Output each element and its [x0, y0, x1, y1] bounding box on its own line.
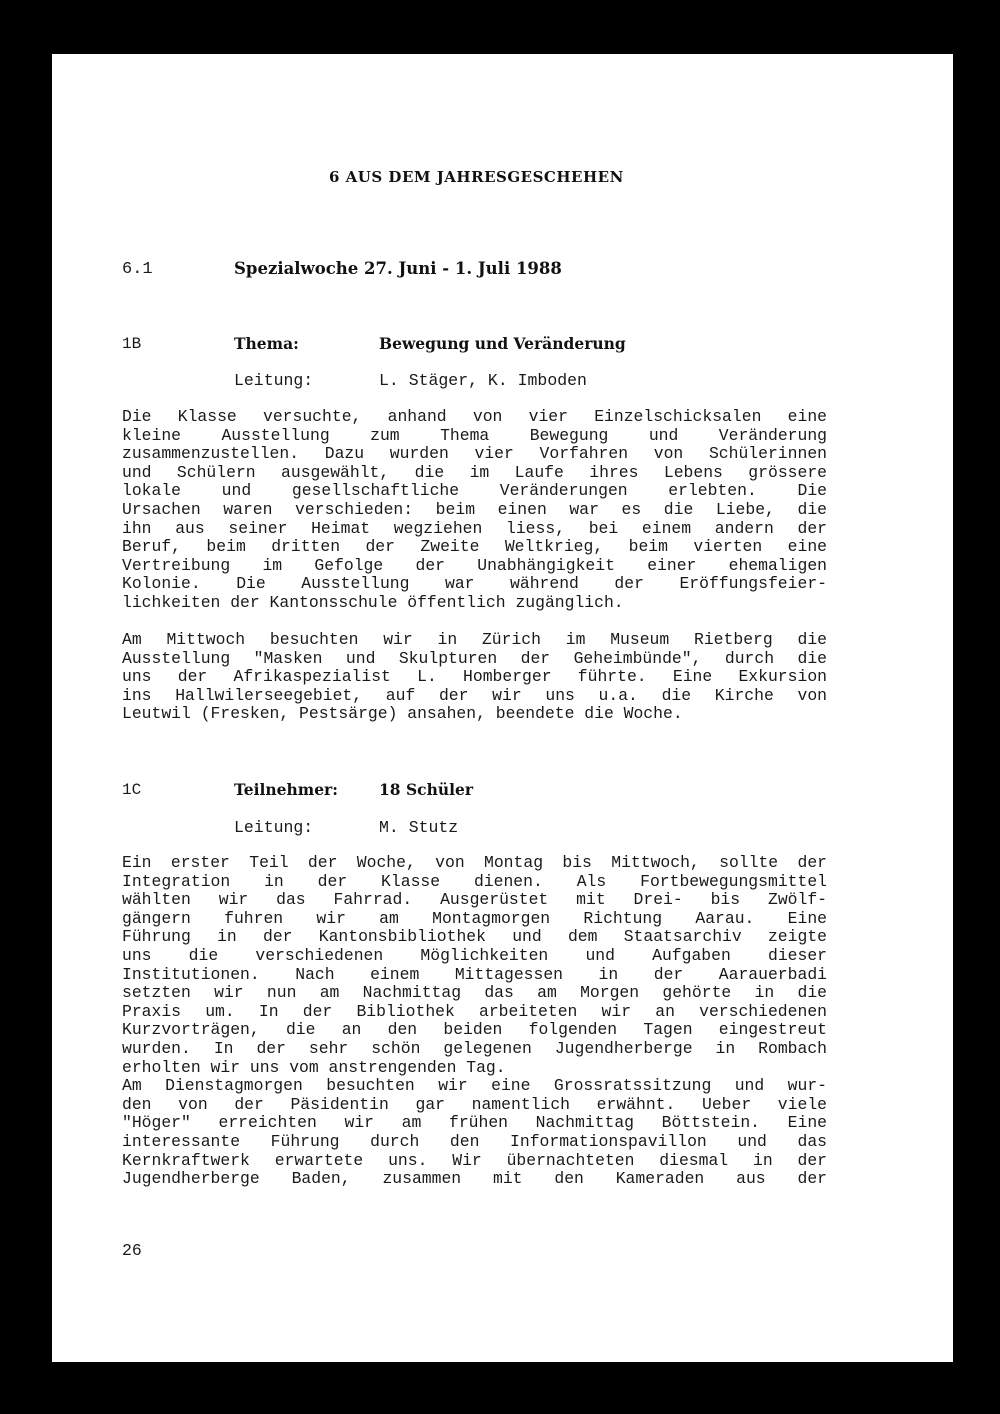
leitung-label-1b: Leitung:	[234, 371, 314, 390]
text-line: lichkeiten der Kantonsschule öffentlich zugänglich.	[122, 593, 624, 612]
text-line: Kolonie. Die Ausstellung war während der Eröffungsfeier-	[122, 575, 827, 594]
text-line: Jugendherberge Baden, zusammen mit den Kameraden aus der	[122, 1170, 827, 1189]
text-line: Kernkraftwerk erwartete uns. Wir übernachteten diesmal in der	[122, 1151, 827, 1170]
text-line: lokale und gesellschaftliche Veränderungen erlebten. Die	[122, 482, 827, 501]
page-number: 26	[122, 1241, 142, 1260]
text-line: gängern fuhren wir am Montagmorgen Richtung Aarau. Eine	[122, 909, 827, 928]
text-line: Ursachen waren verschieden: beim einen war es die Liebe, die	[122, 500, 827, 519]
paragraph-1b-excursion	[122, 631, 827, 724]
text-line: Beruf, beim dritten der Zweite Weltkrieg, beim vierten eine	[122, 538, 827, 557]
text-line: Leutwil (Fresken, Pestsärge) ansahen, beendete die Woche.	[122, 705, 683, 724]
text-line: kleine Ausstellung zum Thema Bewegung und Veränderung	[122, 426, 827, 445]
text-line: uns der Afrikaspezialist L. Homberger führte. Eine Exkursion	[122, 668, 827, 687]
text-line: Praxis um. In der Bibliothek arbeiteten wir an verschiedenen	[122, 1002, 827, 1021]
thema-label: Thema:	[234, 334, 299, 353]
teilnehmer-label: Teilnehmer:	[234, 780, 338, 799]
text-line: Am Dienstagmorgen besuchten wir eine Grossratssitzung und wur-	[122, 1077, 827, 1096]
text-line: ihn aus seiner Heimat wegziehen liess, bei einem andern der	[122, 519, 827, 538]
paragraph-1c-week	[122, 854, 827, 1189]
text-line: und Schülern ausgewählt, die im Laufe ihres Lebens grössere	[122, 463, 827, 482]
text-line: wählten wir das Fahrrad. Ausgerüstet mit Drei- bis Zwölf-	[122, 891, 827, 910]
text-line: ins Hallwilerseegebiet, auf der wir uns u.a. die Kirche von	[122, 686, 827, 705]
class-label-1c: 1C	[122, 781, 142, 799]
text-line: erholten wir uns vom anstrengenden Tag.	[122, 1058, 506, 1077]
text-line: Ein erster Teil der Woche, von Montag bis Mittwoch, sollte der	[122, 854, 827, 872]
paragraph-1b-exhibition	[122, 408, 827, 613]
text-line: Institutionen. Nach einem Mittagessen in der Aarauerbadi	[122, 965, 827, 984]
thema-value: Bewegung und Veränderung	[379, 334, 626, 353]
leitung-value-1b: L. Stäger, K. Imboden	[379, 371, 587, 390]
chapter-title: 6 AUS DEM JAHRESGESCHEHEN	[329, 168, 624, 186]
text-line: uns die verschiedenen Möglichkeiten und Aufgaben dieser	[122, 946, 827, 965]
text-line: Am Mittwoch besuchten wir in Zürich im Museum Rietberg die	[122, 631, 827, 649]
text-line: "Höger" erreichten wir am frühen Nachmittag Böttstein. Eine	[122, 1114, 827, 1133]
teilnehmer-value: 18 Schüler	[379, 780, 474, 799]
leitung-value-1c: M. Stutz	[379, 818, 459, 837]
class-label-1b: 1B	[122, 335, 142, 353]
text-line: Die Klasse versuchte, anhand von vier Einzelschicksalen eine	[122, 408, 827, 426]
text-line: Vertreibung im Gefolge der Unabhängigkeit einer ehemaligen	[122, 556, 827, 575]
text-line: setzten wir nun am Nachmittag das am Morgen gehörte in die	[122, 984, 827, 1003]
text-line: den von der Päsidentin gar namentlich erwähnt. Ueber viele	[122, 1095, 827, 1114]
text-line: Integration in der Klasse dienen. Als Fortbewegungsmittel	[122, 872, 827, 891]
text-line: Ausstellung "Masken und Skulpturen der Geheimbünde", durch die	[122, 649, 827, 668]
section-number: 6.1	[122, 260, 153, 279]
text-line: interessante Führung durch den Informationspavillon und das	[122, 1132, 827, 1151]
text-line: Führung in der Kantonsbibliothek und dem Staatsarchiv zeigte	[122, 928, 827, 947]
document-page	[52, 54, 953, 1362]
section-title: Spezialwoche 27. Juni - 1. Juli 1988	[234, 259, 562, 278]
text-line: wurden. In der sehr schön gelegenen Jugendherberge in Rombach	[122, 1039, 827, 1058]
text-line: Kurzvorträgen, die an den beiden folgenden Tagen eingestreut	[122, 1021, 827, 1040]
leitung-label-1c: Leitung:	[234, 818, 314, 837]
text-line: zusammenzustellen. Dazu wurden vier Vorfahren von Schülerinnen	[122, 445, 827, 464]
